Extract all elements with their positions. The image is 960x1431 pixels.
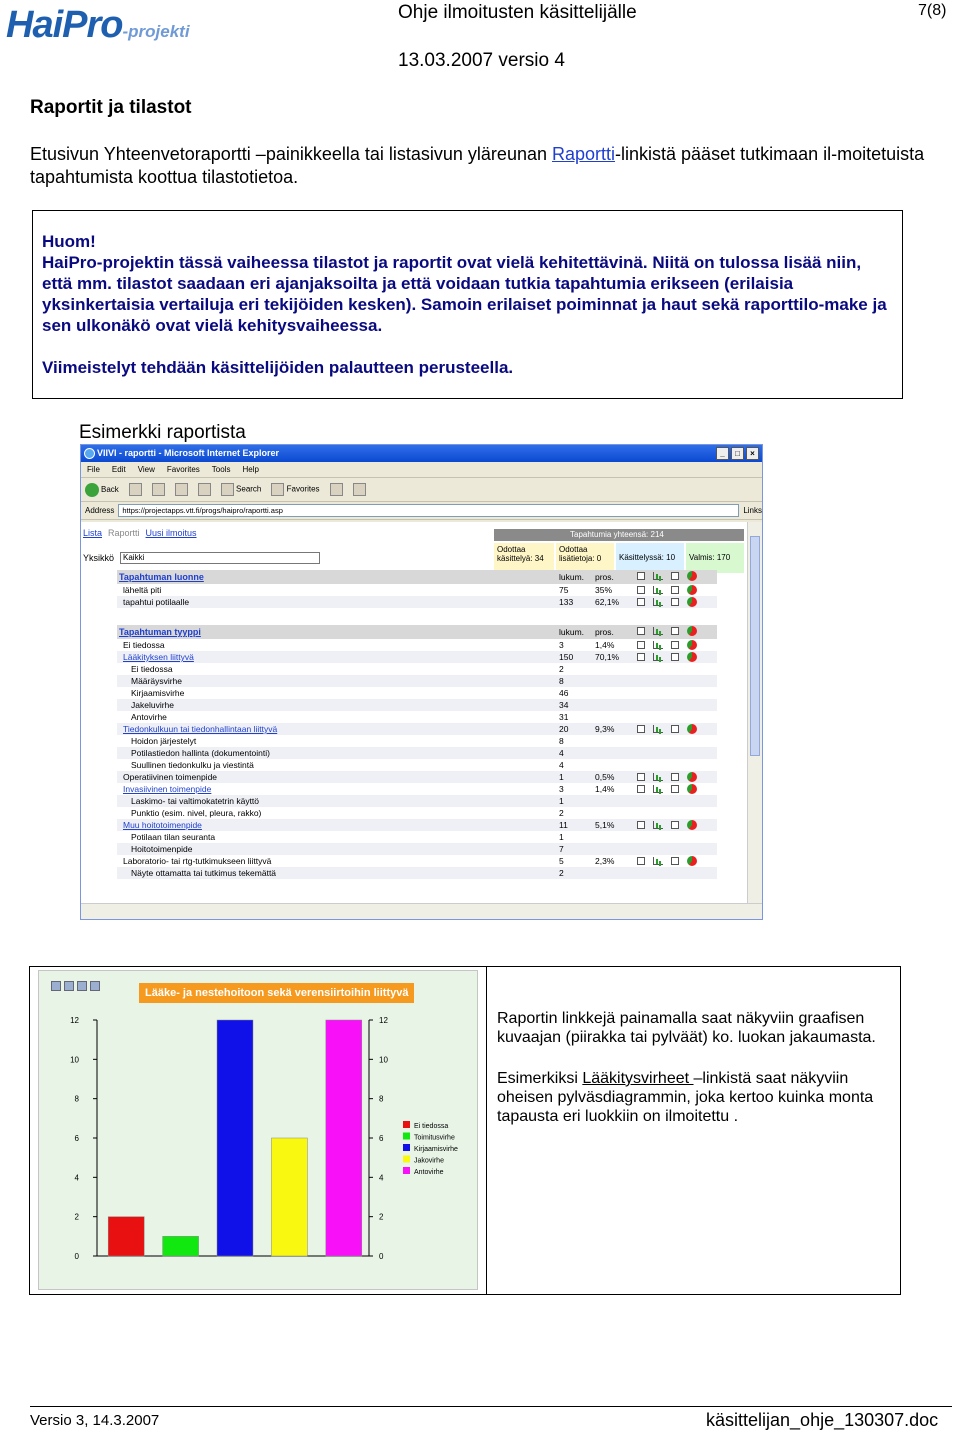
stat-waiting-handler[interactable]: Odottaa käsittelyä: 34 xyxy=(494,543,554,573)
row-label[interactable]: Muu hoitotoimenpide xyxy=(123,820,202,830)
menu-help[interactable]: Help xyxy=(242,465,259,474)
chart-title: Lääke- ja nestehoitoon sekä verensiirtoihin liittyvä xyxy=(139,983,414,1003)
row-count: 2 xyxy=(559,664,564,674)
horizontal-scrollbar[interactable] xyxy=(81,903,763,919)
stats-header xyxy=(494,529,744,574)
row-count: 34 xyxy=(559,700,569,710)
row-count: 8 xyxy=(559,736,564,746)
table-row xyxy=(117,747,717,759)
section-title: Raportit ja tilastot xyxy=(30,97,192,118)
table-row xyxy=(117,675,717,687)
y-tick-label-left: 0 xyxy=(74,1252,79,1261)
table-row xyxy=(117,663,717,675)
favorites-button[interactable] xyxy=(271,483,319,496)
row-label: Laboratorio- tai rtg-tutkimukseen liittyvä xyxy=(123,856,272,866)
home-icon[interactable] xyxy=(198,483,211,496)
pie-chart-icon[interactable] xyxy=(687,571,697,581)
bar-chart-icon[interactable] xyxy=(653,821,663,829)
menu-file[interactable]: File xyxy=(87,465,100,474)
menu-edit[interactable]: Edit xyxy=(111,465,126,474)
row-label[interactable]: Lääkityksen liittyvä xyxy=(123,652,194,662)
y-tick-label-right: 6 xyxy=(379,1134,384,1143)
checkbox[interactable] xyxy=(671,572,679,580)
intro-text-before: Etusivun Yhteenvetoraportti –painikkeella tai listasivun yläreunan xyxy=(30,144,552,164)
checkbox[interactable] xyxy=(637,821,645,829)
row-icons xyxy=(637,640,697,650)
pie-chart-icon[interactable] xyxy=(687,585,697,595)
search-label: Search xyxy=(236,484,262,494)
row-label: Antovirhe xyxy=(131,712,167,722)
star-icon xyxy=(271,483,284,496)
row-percent: 35% xyxy=(595,585,613,595)
row-percent: 9,3% xyxy=(595,724,615,734)
bar xyxy=(271,1138,307,1256)
bottom-paragraph-2 xyxy=(497,1069,897,1126)
legend-label: Toimitusvirhe xyxy=(414,1134,455,1142)
browser-toolbar xyxy=(81,478,762,502)
table-row xyxy=(117,735,717,747)
bottom-paragraph-1: Raportin linkkejä painamalla saat näkyviin graafisen kuvaajan (piirakka tai pylväät) ko. luokan jakaumasta. xyxy=(497,1010,876,1046)
y-tick-label-left: 10 xyxy=(70,1055,79,1065)
row-label: Jakeluvirhe xyxy=(131,700,174,710)
settings-icon[interactable] xyxy=(90,981,100,991)
checkbox[interactable] xyxy=(671,653,679,661)
row-count: 4 xyxy=(559,748,564,758)
table-row xyxy=(117,639,717,651)
row-percent: 62,1% xyxy=(595,597,620,607)
row-label: Potilaan tilan seuranta xyxy=(131,832,216,842)
stat-ready[interactable]: Valmis: 170 xyxy=(686,543,744,573)
checkbox[interactable] xyxy=(637,641,645,649)
nav-lista-link[interactable]: Lista xyxy=(83,528,103,538)
intro-paragraph xyxy=(30,143,940,189)
section-title-link[interactable]: Tapahtuman tyyppi xyxy=(119,627,201,637)
row-percent: 5,1% xyxy=(595,820,615,830)
table-row xyxy=(117,771,717,783)
address-input[interactable]: https://projectapps.vtt.fi/progs/haipro/raportti.asp xyxy=(118,504,739,517)
table-row xyxy=(117,795,717,807)
footer-version: Versio 3, 14.3.2007 xyxy=(30,1412,160,1429)
col-count-header: lukum. xyxy=(559,627,585,637)
table-row xyxy=(117,867,717,879)
pie-chart-icon[interactable] xyxy=(687,784,697,794)
bar-chart-icon[interactable] xyxy=(653,857,663,865)
section-tapahtuman-tyyppi xyxy=(117,625,717,879)
row-label: Kirjaamisvirhe xyxy=(131,688,185,698)
bar-chart-icon[interactable] xyxy=(653,572,663,580)
legend-swatch xyxy=(403,1133,410,1140)
document-title: Ohje ilmoitusten käsittelijälle xyxy=(398,2,637,23)
table-row xyxy=(117,759,717,771)
bar-chart-icon[interactable] xyxy=(653,586,663,594)
unit-select[interactable]: Kaikki xyxy=(120,552,320,564)
row-count: 20 xyxy=(559,724,569,734)
row-count: 4 xyxy=(559,760,564,770)
y-tick-label-right: 10 xyxy=(379,1055,388,1065)
legend-swatch xyxy=(403,1144,410,1151)
y-tick-label-right: 4 xyxy=(379,1173,384,1183)
browser-title: VIIVI - raportti - Microsoft Internet Explorer xyxy=(97,448,280,458)
row-count: 11 xyxy=(559,820,568,830)
row-label: Laskimo- tai valtimokatetrin käyttö xyxy=(131,796,260,806)
row-count: 31 xyxy=(559,712,569,722)
browser-menubar xyxy=(81,462,762,478)
row-percent: 0,5% xyxy=(595,772,615,782)
search-button[interactable] xyxy=(221,483,262,496)
logo-sub-text: -projekti xyxy=(122,22,190,41)
y-tick-label-right: 12 xyxy=(379,1016,388,1025)
bar xyxy=(326,1020,362,1256)
bar-chart xyxy=(39,971,479,1291)
section-icons xyxy=(637,626,697,636)
checkbox[interactable] xyxy=(671,773,679,781)
row-label[interactable]: Tiedonkulkuun tai tiedonhallintaan liittyvä xyxy=(123,724,278,734)
bar-chart-icon[interactable] xyxy=(653,653,663,661)
row-icons xyxy=(637,772,697,782)
y-tick-label-left: 6 xyxy=(74,1134,79,1143)
row-percent: 70,1% xyxy=(595,652,620,662)
row-icons xyxy=(637,597,697,607)
pie-chart-icon[interactable] xyxy=(687,640,697,650)
minimize-icon[interactable]: _ xyxy=(716,447,729,460)
row-count: 75 xyxy=(559,585,569,595)
browser-screenshot xyxy=(80,444,763,920)
chart-panel xyxy=(38,970,478,1290)
bar-chart-icon[interactable] xyxy=(653,773,663,781)
checkbox[interactable] xyxy=(671,857,679,865)
checkbox[interactable] xyxy=(637,653,645,661)
pie-chart-icon[interactable] xyxy=(687,597,697,607)
row-count: 1 xyxy=(559,772,564,782)
maximize-icon[interactable]: □ xyxy=(731,447,744,460)
row-count: 3 xyxy=(559,640,564,650)
pie-chart-icon[interactable] xyxy=(687,856,697,866)
print-icon[interactable] xyxy=(64,981,74,991)
stat-in-process[interactable]: Käsittelyssä: 10 xyxy=(616,543,684,573)
back-label: Back xyxy=(101,484,119,494)
report-page xyxy=(81,522,749,905)
y-tick-label-left: 4 xyxy=(74,1173,79,1183)
row-count: 1 xyxy=(559,832,564,842)
menu-favorites[interactable]: Favorites xyxy=(166,465,200,474)
section-rows xyxy=(117,584,717,608)
bottom-text xyxy=(497,1009,897,1148)
row-count: 3 xyxy=(559,784,564,794)
row-count: 2 xyxy=(559,808,564,818)
section-head xyxy=(117,625,717,639)
pie-chart-icon[interactable] xyxy=(687,820,697,830)
ie-icon xyxy=(84,448,95,459)
section-tapahtuman-luonne xyxy=(117,570,717,608)
address-label: Address xyxy=(85,506,115,515)
row-icons xyxy=(637,784,697,794)
checkbox[interactable] xyxy=(671,641,679,649)
y-tick-label-left: 2 xyxy=(74,1212,79,1222)
unit-filter xyxy=(83,552,320,564)
row-label: Ei tiedossa xyxy=(131,664,173,674)
raportti-link[interactable]: Raportti xyxy=(551,144,616,164)
row-label: Punktio (esim. nivel, pleura, rakko) xyxy=(131,808,262,818)
y-tick-label-right: 8 xyxy=(379,1094,384,1104)
table-row xyxy=(117,687,717,699)
vertical-scrollbar[interactable] xyxy=(747,522,762,905)
table-divider xyxy=(486,967,487,1294)
row-label: tapahtui potilaalle xyxy=(123,597,190,607)
row-count: 2 xyxy=(559,868,564,878)
chart-toolbar xyxy=(51,981,100,991)
y-tick-label-right: 0 xyxy=(379,1252,384,1261)
checkbox[interactable] xyxy=(637,773,645,781)
version-date: 13.03.2007 versio 4 xyxy=(398,50,565,71)
note-box xyxy=(32,210,903,399)
table-row xyxy=(117,807,717,819)
nav-uusi-ilmoitus-link[interactable]: Uusi ilmoitus xyxy=(145,528,197,538)
section-rows xyxy=(117,639,717,879)
browser-titlebar xyxy=(81,445,762,462)
table-row xyxy=(117,831,717,843)
pie-chart-icon[interactable] xyxy=(687,652,697,662)
pie-chart-icon[interactable] xyxy=(687,772,697,782)
note-paragraph-2: Viimeistelyt tehdään käsittelijöiden palautteen perusteella. xyxy=(42,358,514,377)
col-count-header: lukum. xyxy=(559,572,585,582)
table-row xyxy=(117,843,717,855)
legend-swatch xyxy=(403,1167,410,1174)
example-label: Esimerkki raportista xyxy=(79,422,246,443)
checkbox[interactable] xyxy=(637,725,645,733)
report-nav xyxy=(83,528,197,538)
laakitysvirheet-link[interactable]: Lääkitysvirheet xyxy=(582,1070,694,1087)
table-row xyxy=(117,699,717,711)
checkbox[interactable] xyxy=(671,785,679,793)
checkbox[interactable] xyxy=(637,572,645,580)
y-tick-label-right: 2 xyxy=(379,1212,384,1222)
forward-icon[interactable] xyxy=(129,483,142,496)
row-icons xyxy=(637,652,697,662)
row-count: 150 xyxy=(559,652,574,662)
table-row xyxy=(117,711,717,723)
legend-label: Ei tiedossa xyxy=(414,1123,449,1130)
checkbox[interactable] xyxy=(637,598,645,606)
save-icon[interactable] xyxy=(51,981,61,991)
table-row xyxy=(117,855,717,867)
row-count: 7 xyxy=(559,844,564,854)
checkbox[interactable] xyxy=(671,586,679,594)
legend-swatch xyxy=(403,1121,410,1128)
logo-main-text: HaiPro xyxy=(6,4,123,46)
menu-view[interactable]: View xyxy=(137,465,155,474)
p2-after: –linkistä saat näkyviin oheisen pylväsdiagrammin, joka kertoo kuinka monta tapausta eri luokkiin on ilmoitettu . xyxy=(497,1070,874,1125)
footer-rule xyxy=(30,1406,952,1407)
table-row xyxy=(117,783,717,795)
row-count: 133 xyxy=(559,597,574,607)
bar xyxy=(163,1236,199,1256)
bar-chart-icon[interactable] xyxy=(653,641,663,649)
row-percent: 1,4% xyxy=(595,640,615,650)
unit-label: Yksikkö xyxy=(83,553,115,563)
bar xyxy=(108,1217,144,1256)
nav-raportti-link[interactable]: Raportti xyxy=(108,528,140,538)
legend-swatch xyxy=(403,1156,410,1163)
table-row xyxy=(117,651,717,663)
section-head xyxy=(117,570,717,584)
bar-chart-icon[interactable] xyxy=(653,627,663,635)
back-button[interactable] xyxy=(85,483,119,497)
history-icon[interactable] xyxy=(330,483,343,496)
row-label: Määräysvirhe xyxy=(131,676,183,686)
table-row xyxy=(117,723,717,735)
stat-waiting-info[interactable]: Odottaa lisätietoja: 0 xyxy=(556,543,614,573)
page-number: 7(8) xyxy=(918,2,947,19)
col-pct-header: pros. xyxy=(595,627,614,637)
row-label: Potilastiedon hallinta (dokumentointi) xyxy=(131,748,270,758)
address-bar xyxy=(81,502,762,520)
bar xyxy=(217,1020,253,1256)
row-icons xyxy=(637,820,697,830)
row-icons xyxy=(637,856,697,866)
haipro-logo xyxy=(6,4,221,46)
col-pct-header: pros. xyxy=(595,572,614,582)
legend-label: Kirjaamisvirhe xyxy=(414,1146,458,1153)
close-icon[interactable]: × xyxy=(746,447,759,460)
pie-chart-icon[interactable] xyxy=(687,724,697,734)
bar-chart-icon[interactable] xyxy=(653,785,663,793)
table-row xyxy=(117,584,717,596)
stop-icon[interactable] xyxy=(152,483,165,496)
p2-before: Esimerkiksi xyxy=(497,1070,583,1087)
checkbox[interactable] xyxy=(671,725,679,733)
footer-filename: käsittelijan_ohje_130307.doc xyxy=(706,1410,939,1430)
row-label: Hoitotoimenpide xyxy=(131,844,193,854)
links-label[interactable]: Links xyxy=(743,506,762,515)
scroll-thumb[interactable] xyxy=(750,536,760,756)
y-tick-label-left: 8 xyxy=(74,1094,79,1104)
checkbox[interactable] xyxy=(671,821,679,829)
table-row xyxy=(117,819,717,831)
checkbox[interactable] xyxy=(671,627,679,635)
search-icon xyxy=(221,483,234,496)
bottom-table xyxy=(29,966,901,1295)
menu-tools[interactable]: Tools xyxy=(211,465,231,474)
checkbox[interactable] xyxy=(671,598,679,606)
row-label: Hoidon järjestelyt xyxy=(131,736,197,746)
legend-label: Antovirhe xyxy=(414,1169,444,1176)
checkbox[interactable] xyxy=(637,785,645,793)
section-icons xyxy=(637,571,697,581)
intro-text-after: -linkistä pääset tutkimaan il-moitetuista tapahtumista koottua tilastotietoa. xyxy=(30,144,925,187)
y-tick-label-left: 12 xyxy=(70,1016,79,1025)
row-count: 1 xyxy=(559,796,564,806)
row-label: Näyte ottamatta tai tutkimus tekemättä xyxy=(131,868,277,878)
row-label: Suullinen tiedonkulku ja viestintä xyxy=(131,760,254,770)
copy-icon[interactable] xyxy=(77,981,87,991)
row-count: 5 xyxy=(559,856,564,866)
row-label: läheltä piti xyxy=(123,585,162,595)
checkbox[interactable] xyxy=(637,857,645,865)
row-label: Operatiivinen toimenpide xyxy=(123,772,218,782)
row-label[interactable]: Invasiivinen toimenpide xyxy=(123,784,212,794)
row-icons xyxy=(637,724,697,734)
row-label: Ei tiedossa xyxy=(123,640,165,650)
row-count: 8 xyxy=(559,676,564,686)
note-heading: Huom! xyxy=(42,232,96,251)
favorites-label: Favorites xyxy=(286,484,320,494)
row-icons xyxy=(637,585,697,595)
section-title-link[interactable]: Tapahtuman luonne xyxy=(119,572,204,582)
legend-label: Jakovirhe xyxy=(414,1157,444,1165)
bar-chart-icon[interactable] xyxy=(653,598,663,606)
pie-chart-icon[interactable] xyxy=(687,626,697,636)
row-percent: 2,3% xyxy=(595,856,615,866)
row-percent: 1,4% xyxy=(595,784,615,794)
row-count: 46 xyxy=(559,688,569,698)
bar-chart-icon[interactable] xyxy=(653,725,663,733)
checkbox[interactable] xyxy=(637,627,645,635)
checkbox[interactable] xyxy=(637,586,645,594)
stats-total: Tapahtumia yhteensä: 214 xyxy=(494,529,744,541)
table-row xyxy=(117,596,717,608)
note-paragraph-1: HaiPro-projektin tässä vaiheessa tilastot ja raportit ovat vielä kehitettävinä. Niitä on tulossa lisää niin, että mm. tilastot saadaan eri ajanjaksoilta ja että voidaan tutkia tapahtumia erikseen (erilaisia yksinkertaisia vertailuja eri tekijöiden kesken). Samoin erilaiset poiminnat ja haut sekä raporttilo-make ja sen ulkonäkö ovat vielä kehitysvaiheessa. xyxy=(42,253,887,335)
back-arrow-icon xyxy=(85,483,99,497)
print-icon[interactable] xyxy=(353,483,366,496)
refresh-icon[interactable] xyxy=(175,483,188,496)
